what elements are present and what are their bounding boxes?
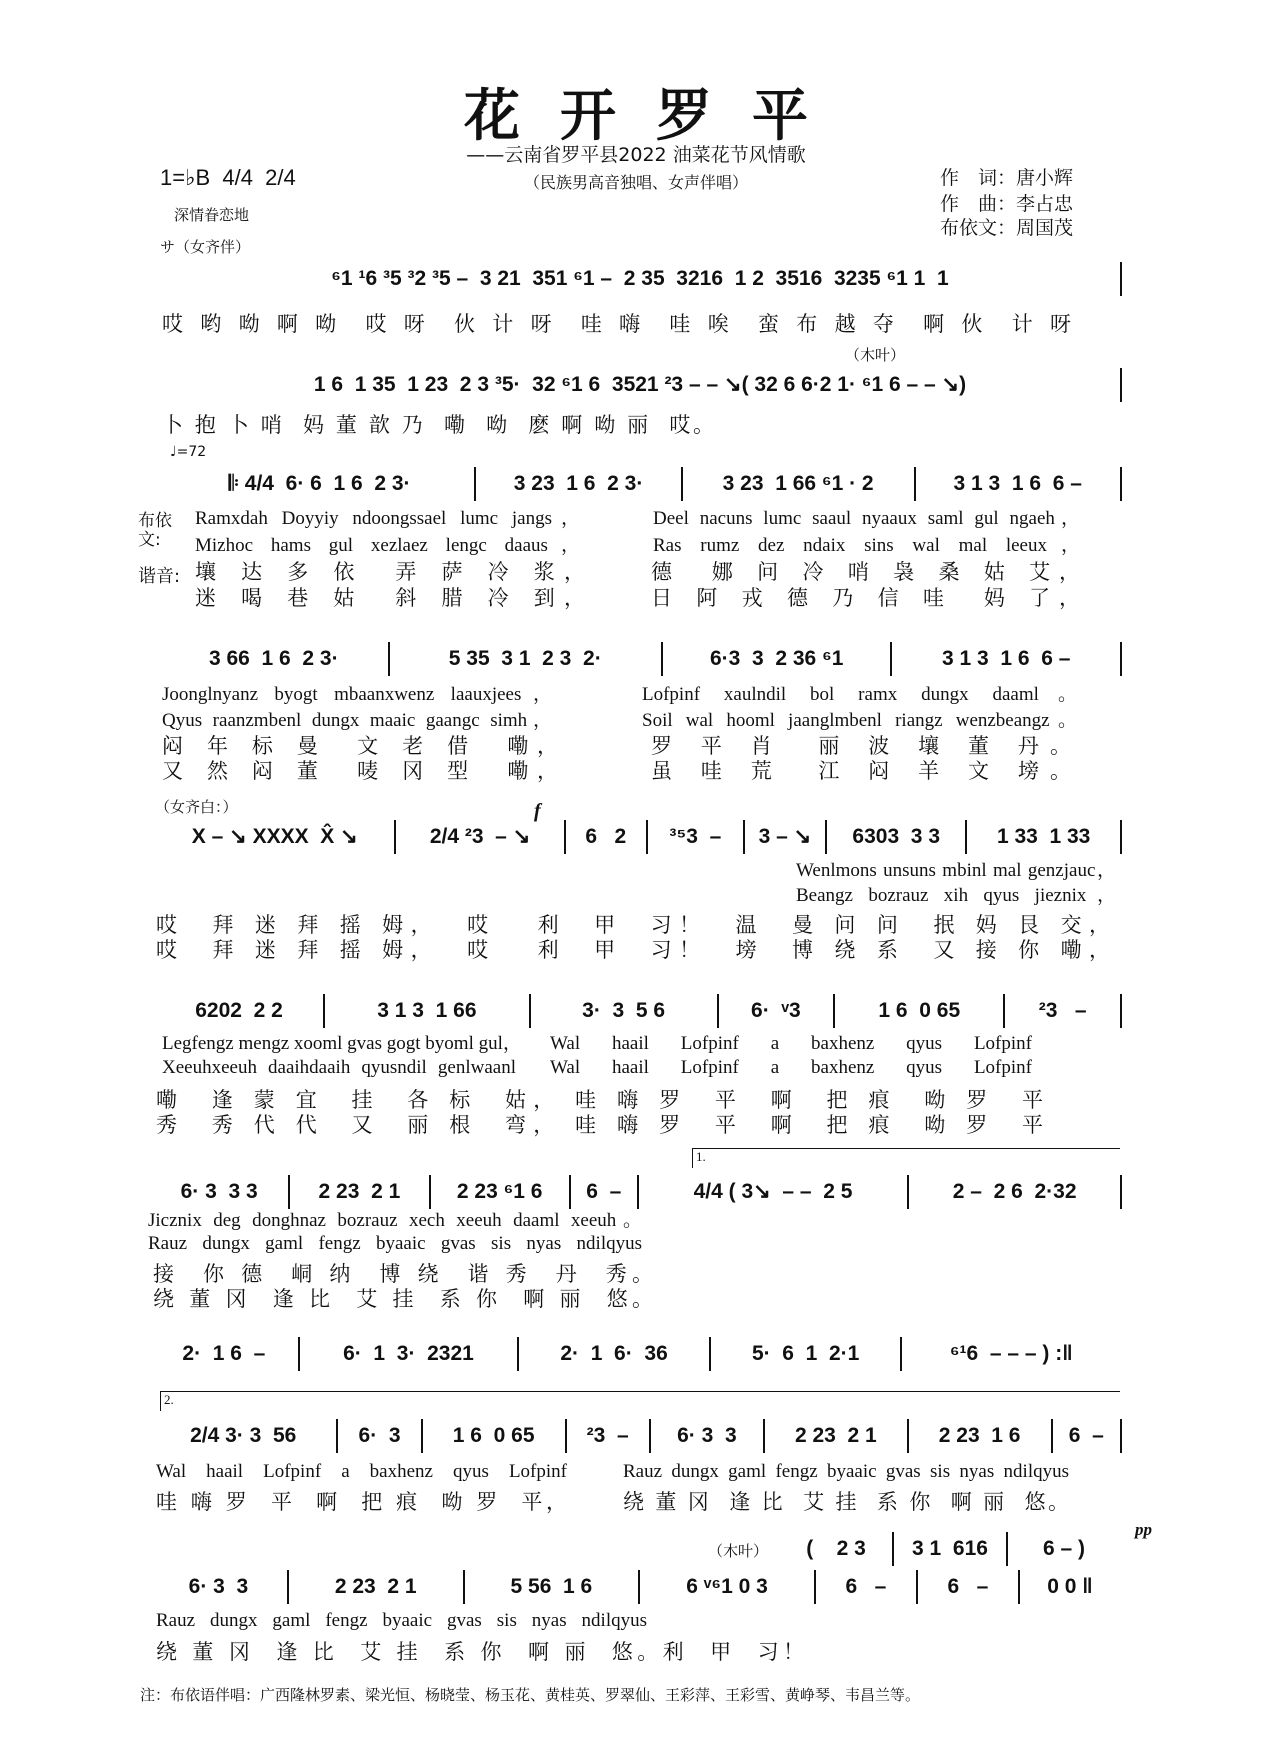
measure: 6 –: [569, 1175, 637, 1209]
measure: 2 23 ⁶1 6: [429, 1175, 569, 1209]
female-speech-label: （女齐白：）: [155, 798, 238, 816]
measure: 2 23 2 1: [763, 1419, 907, 1453]
measure: 6 –: [916, 1570, 1018, 1604]
measure: 6303 3 3: [825, 820, 965, 854]
measure: 2 23 2 1: [287, 1570, 463, 1604]
staff-system: [160, 368, 1122, 402]
measure: 2/4 ²3 – ↘: [394, 820, 563, 854]
bouyei-lyric-line: Rauz dungx gaml fengz byaaic gvas sis nyas ndilqyus: [148, 1233, 642, 1254]
chinese-lyric-line: 虽 哇 荒 江 闷 羊 文 塝。: [651, 759, 1071, 783]
measure: 1 6 0 65: [421, 1419, 565, 1453]
chinese-lyric-line: 嘞 逢 蒙 宜 挂 各 标 姑， 哇 嗨 罗 平 啊 把 痕 呦 罗 平: [156, 1088, 1043, 1112]
measure: 6202 2 2: [195, 999, 283, 1022]
bouyei-lyric-line: Deel nacuns lumc saaul nyaaux saml gul ngaeh，: [653, 508, 1080, 529]
performance-note: （民族男高音独唱、女声伴唱）: [523, 173, 748, 192]
chinese-lyric-line: 绕 董 冈 逢 比 艾 挂 系 你 啊 丽 悠。: [153, 1287, 653, 1311]
measure: 2· 1 6 –: [182, 1342, 266, 1365]
measure: 4/4 ( 3↘ – – 2 5: [637, 1175, 908, 1209]
leaf-label-2: （木叶）: [708, 1542, 769, 1560]
measure: ⁶1 ¹6 ³5 ³2 ³5 – 3 21 351 ⁶1 – 2 35 3216 1 2 3516 3235 ⁶1 1 1: [331, 267, 949, 290]
volta-2: 2.: [160, 1391, 1120, 1411]
measure: 6· 3 3 3: [180, 1180, 258, 1203]
measure: 2 23 1 6: [907, 1419, 1051, 1453]
measure: 2/4 3· 3 56: [190, 1424, 297, 1447]
chinese-lyric-line: 日 阿 戎 德 乃 信 哇 妈 了，: [651, 586, 1080, 610]
measure: 3 23 1 66 ⁶1 · 2: [681, 467, 914, 501]
measure: 6·3 3 2 36 ⁶1: [661, 642, 891, 676]
measure: 6· 3: [336, 1419, 420, 1453]
staff-system: [150, 1337, 1120, 1371]
measure: ⁶¹6 – – – ) :‖: [900, 1337, 1120, 1371]
measure: ²3 –: [565, 1419, 649, 1453]
measure: 6 – ): [1006, 1532, 1120, 1566]
measure: 2 – 2 6 2·32: [907, 1175, 1120, 1209]
chinese-lyric-line: 迷 喝 巷 姑 斜 腊 冷 到，: [195, 586, 585, 610]
tempo-mark: ♩=72: [170, 444, 207, 460]
measure: 3 1 3 1 6 6 –: [914, 467, 1121, 501]
bouyei-lyric-line: Xeeuhxeeuh daaihdaaih qyusndil genlwaanl: [162, 1057, 516, 1078]
bouyei-label: 布依文:: [138, 511, 172, 550]
key-signature: 1=♭B 4/4 2/4: [160, 165, 296, 190]
credit-lyricist: 作 词：唐小辉: [940, 167, 1074, 189]
chinese-lyric-line: 闷 年 标 曼 文 老 借 嘞，: [162, 734, 558, 758]
staff-system: [160, 642, 1122, 676]
pianissimo-mark: pp: [1135, 1520, 1152, 1539]
staff-system: [160, 262, 1122, 296]
chinese-lyric-line: 绕 董 冈 逢 比 艾 挂 系 你 啊 丽 悠。利 甲 习！: [156, 1640, 804, 1664]
song-title: 花开罗平: [464, 84, 848, 149]
bouyei-lyric-line: Rauz dungx gaml fengz byaaic gvas sis nyas ndilqyus: [623, 1461, 1069, 1482]
chinese-lyric-line: 哎 哟 呦 啊 呦 哎 呀 伙 计 呀 哇 嗨 哇 唉 蛮 布 越 夺 啊 伙 计 呀: [162, 312, 1071, 336]
chinese-lyric-line: 又 然 闷 董 唛 冈 型 嘞，: [162, 759, 558, 783]
bouyei-lyric-line: Ras rumz dez ndaix sins wal mal leeux，: [653, 535, 1080, 556]
measure: 3 1 3 1 6 6 –: [890, 642, 1120, 676]
bouyei-lyric-line: Wal haail Lofpinf a baxhenz qyus Lofpinf: [156, 1461, 567, 1482]
expression-mark: 深情眷恋地: [174, 206, 250, 224]
measure: 5 56 1 6: [463, 1570, 639, 1604]
measure: 6 ᵛ⁶1 0 3: [638, 1570, 814, 1604]
measure: 1 33 1 33: [965, 820, 1120, 854]
bouyei-lyric-line: Jicznix deg donghnaz bozrauz xech xeeuh daaml xeeuh。: [148, 1210, 642, 1231]
chinese-lyric-line: 哎 拜 迷 拜 摇 姆， 哎 利 甲 习！ 温 曼 问 问 抿 妈 艮 交，: [156, 913, 1110, 937]
measure: 6· 1 3· 2321: [298, 1337, 518, 1371]
measure: 3 66 1 6 2 3·: [208, 647, 339, 670]
bouyei-lyric-line: Lofpinf xaulndil bol ramx dungx daaml。: [642, 684, 1077, 705]
measure: 6 2: [564, 820, 646, 854]
measure: 6· ᵛ3: [717, 994, 834, 1028]
bouyei-lyric-line: Mizhoc hams gul xezlaez lengc daaus，: [195, 535, 580, 556]
measure: 6 –: [814, 1570, 916, 1604]
measure: 𝄆 4/4 6· 6 1 6 2 3·: [228, 472, 411, 495]
bouyei-lyric-line: Joonglnyanz byogt mbaanxwenz laauxjees，: [162, 684, 552, 705]
measure: X – ↘ XXXX X̂ ↘: [191, 825, 358, 848]
staff-system: [150, 1570, 1120, 1604]
measure: 2· 1 6· 36: [517, 1337, 709, 1371]
measure: 6· 3 3: [188, 1575, 249, 1598]
chinese-lyric-line: 接 你 德 峒 纳 博 绕 谐 秀 丹 秀。: [153, 1262, 653, 1286]
bouyei-lyric-line: Legfengz mengz xooml gvas gogt byoml gul，: [162, 1033, 522, 1054]
song-subtitle: ——云南省罗平县2022 油菜花节风情歌: [466, 144, 806, 166]
forte-mark: f: [534, 800, 541, 822]
bouyei-lyric-line: Beangz bozrauz xih qyus jieznix，: [796, 885, 1116, 906]
measure: 5 35 3 1 2 3 2·: [388, 642, 661, 676]
chinese-lyric-line: 秀 秀 代 代 又 丽 根 弯， 哇 嗨 罗 平 啊 把 痕 呦 罗 平: [156, 1113, 1043, 1137]
chinese-lyric-line: 德 娜 问 冷 哨 袅 桑 姑 艾，: [651, 560, 1080, 584]
staff-system: [155, 994, 1122, 1028]
measure: 5· 6 1 2·1: [709, 1337, 901, 1371]
chinese-lyric-line: 壤 达 多 依 弄 萨 冷 浆，: [195, 560, 585, 584]
measure: ( 2 3: [806, 1537, 866, 1560]
measure: 3 1 616: [892, 1532, 1006, 1566]
measure: 3· 3 5 6: [529, 994, 717, 1028]
measure: 0 0 ‖: [1018, 1570, 1120, 1604]
credit-bouyei-text: 布依文：周国茂: [940, 217, 1074, 239]
chinese-lyric-line: 哇 嗨 罗 平 啊 把 痕 呦 罗 平，: [156, 1490, 567, 1514]
upper-voice-staff: [780, 1532, 1120, 1566]
staff-system: [155, 820, 1122, 854]
bouyei-lyric-line: Wal haail Lofpinf a baxhenz qyus Lofpinf: [550, 1057, 1032, 1078]
female-chorus-label: サ（女齐伴）: [160, 238, 251, 256]
measure: 2 23 2 1: [288, 1175, 428, 1209]
bouyei-lyric-line: Qyus raanzmbenl dungx maaic gaangc simh，: [162, 710, 552, 731]
chinese-lyric-line: 罗 平 肖 丽 波 壤 董 丹。: [651, 734, 1071, 758]
staff-system: [150, 1175, 1122, 1209]
measure: 3 – ↘: [743, 820, 825, 854]
homophone-label: 谐音:: [138, 566, 181, 587]
measure: ²3 –: [1003, 994, 1120, 1028]
footnote: 注：布依语伴唱：广西隆林罗素、梁光恒、杨晓莹、杨玉花、黄桂英、罗翠仙、王彩萍、王彩雪、黄峥琴、韦昌兰等。: [140, 1686, 921, 1704]
bouyei-lyric-line: Wenlmons unsuns mbinl mal genzjauc，: [796, 860, 1116, 881]
chinese-lyric-line: 绕 董 冈 逢 比 艾 挂 系 你 啊 丽 悠。: [623, 1490, 1069, 1514]
bouyei-lyric-line: Ramxdah Doyyiy ndoongssael lumc jangs，: [195, 508, 580, 529]
bouyei-lyric-line: Soil wal hooml jaanglmbenl riangz wenzbeangz。: [642, 710, 1077, 731]
measure: 1 6 1 35 1 23 2 3 ³5· 32 ⁶1 6 3521 ²3 – – ↘( 32 6 6·2 1· ⁶1 6 – – ↘): [313, 373, 967, 396]
bouyei-lyric-line: Rauz dungx gaml fengz byaaic gvas sis nyas ndilqyus: [156, 1610, 647, 1631]
volta-1: 1.: [692, 1148, 1120, 1168]
measure: 3 23 1 6 2 3·: [474, 467, 681, 501]
measure: ³⁵3 –: [646, 820, 743, 854]
measure: 3 1 3 1 66: [323, 994, 529, 1028]
chinese-lyric-line: 哎 拜 迷 拜 摇 姆， 哎 利 甲 习！ 塝 博 绕 系 又 接 你 嘞，: [156, 938, 1110, 962]
measure: 6· 3 3: [649, 1419, 763, 1453]
measure: 1 6 0 65: [833, 994, 1003, 1028]
leaf-label: （木叶）: [845, 346, 906, 364]
staff-system: [165, 467, 1122, 501]
bouyei-lyric-line: Wal haail Lofpinf a baxhenz qyus Lofpinf: [550, 1033, 1032, 1054]
measure: 6 –: [1051, 1419, 1120, 1453]
staff-system: [150, 1419, 1122, 1453]
chinese-lyric-line: 卜 抱 卜 哨 妈 董 歆 乃 嘞 呦 麽 啊 呦 丽 哎。: [162, 413, 714, 437]
credit-composer: 作 曲：李占忠: [940, 193, 1074, 215]
